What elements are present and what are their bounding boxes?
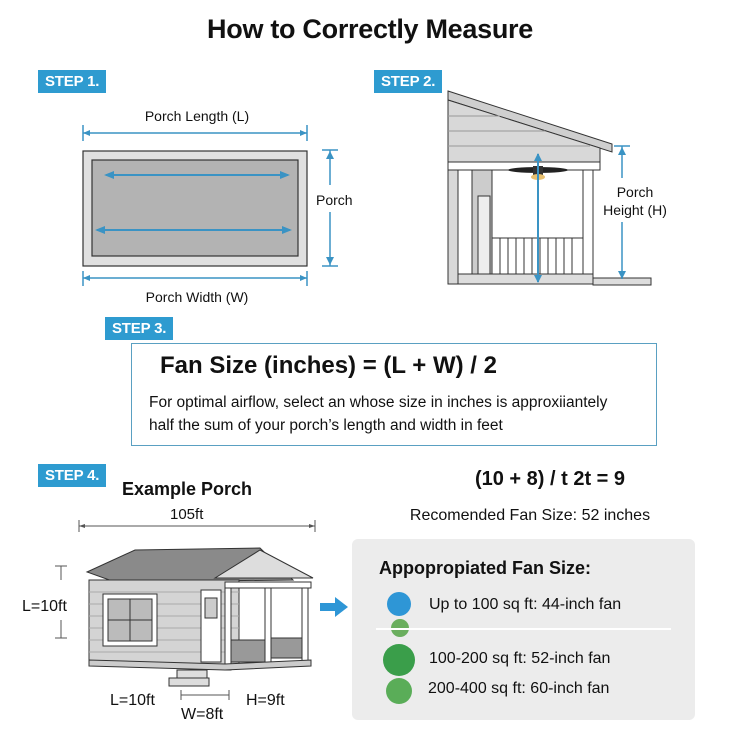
fan-size-formula: Fan Size (inches) = (L + W) / 2 — [160, 352, 497, 379]
porch-height-label — [600, 183, 670, 219]
page-title: How to Correctly Measure — [207, 14, 533, 44]
formula-box — [131, 343, 657, 446]
size-medium-dot-icon — [383, 644, 415, 676]
example-calculation: (10 + 8) / t 2t = 9 — [474, 468, 626, 490]
arrow-right-icon — [320, 597, 350, 617]
fan-size-row-3: 200-400 sq ft: 60-inch fan — [428, 680, 610, 697]
divider — [376, 628, 671, 630]
recommended-fan-size: Recomended Fan Size: 52 inches — [409, 507, 651, 524]
description-line1: For optimal airflow, select an whose size in inches is approxiiantely — [149, 394, 608, 411]
step1-badge: STEP 1. — [38, 70, 106, 93]
step3-badge: STEP 3. — [105, 317, 173, 340]
example-porch-title: Example Porch — [122, 479, 253, 499]
porch-height-label-line2: Height (H) — [603, 202, 667, 218]
porch-width-label: Porch Width (W) — [145, 289, 249, 305]
fan-size-panel — [352, 539, 695, 720]
example-house-diagram — [55, 520, 325, 720]
porch-side-label: Porch — [316, 192, 353, 208]
formula-description — [149, 391, 607, 437]
bottom-height-label: H=9ft — [246, 692, 285, 709]
step4-badge: STEP 4. — [38, 464, 106, 487]
size-small-dot-icon — [387, 592, 411, 616]
fan-size-panel-title: Appopropiated Fan Size: — [379, 558, 592, 578]
top-dimension-label: 105ft — [170, 506, 204, 523]
bottom-width-label: W=8ft — [181, 706, 224, 723]
porch-height-label-line1: Porch — [616, 184, 654, 200]
porch-plan-diagram — [78, 120, 348, 290]
description-line2: half the sum of your porch’s length and width in feet — [149, 417, 503, 434]
size-large-dot-icon — [386, 678, 412, 704]
left-length-label: L=10ft — [22, 598, 67, 615]
fan-size-row-2: 100-200 sq ft: 52-inch fan — [429, 650, 611, 667]
fan-size-row-1: Up to 100 sq ft: 44-inch fan — [429, 596, 622, 613]
porch-length-label: Porch Length (L) — [144, 108, 250, 124]
bottom-length-label: L=10ft — [110, 692, 155, 709]
step2-badge: STEP 2. — [374, 70, 442, 93]
